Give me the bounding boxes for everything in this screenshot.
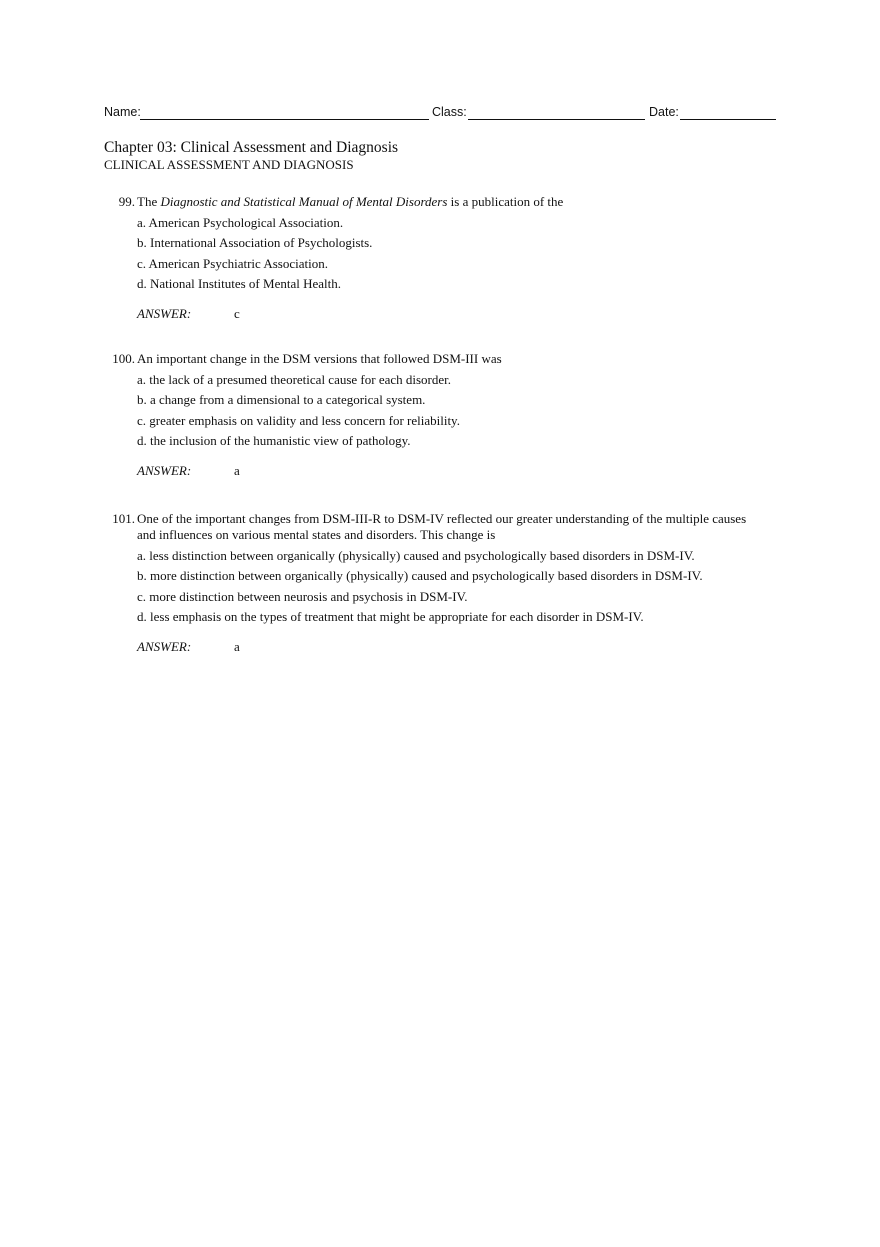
name-field[interactable]	[140, 104, 429, 120]
answer-value: c	[234, 306, 240, 321]
answer-row	[104, 463, 764, 479]
question-stem	[104, 351, 764, 367]
answer-label: ANSWER:	[137, 639, 192, 654]
option-c: c. more distinction between neurosis and psychosis in DSM-IV.	[137, 588, 468, 604]
question-stem	[104, 194, 764, 210]
answer-row	[104, 639, 764, 655]
answer-row	[104, 306, 764, 322]
option-a: a. the lack of a presumed theoretical cause for each disorder.	[137, 371, 452, 387]
chapter-subtitle: CLINICAL ASSESSMENT AND DIAGNOSIS	[104, 157, 354, 172]
answer-value: a	[234, 463, 240, 478]
class-label: Class:	[432, 105, 467, 119]
option-d: d. less emphasis on the types of treatment that might be appropriate for each disorder in DSM-IV.	[137, 609, 644, 624]
question-text	[137, 194, 563, 209]
option-b: b. a change from a dimensional to a categorical system.	[137, 392, 426, 407]
stem-prefix: The	[137, 194, 161, 209]
question-99	[104, 194, 764, 322]
option-a: a. American Psychological Association.	[137, 214, 344, 230]
stem-italic-title: Diagnostic and Statistical Manual of Mental Disorders	[160, 194, 448, 209]
answer-label: ANSWER:	[137, 306, 192, 321]
answer-value: a	[234, 639, 240, 654]
option-c: c. greater emphasis on validity and less concern for reliability.	[137, 412, 460, 428]
question-number: 101.	[112, 511, 135, 526]
option-c: c. American Psychiatric Association.	[137, 255, 328, 271]
option-d: d. the inclusion of the humanistic view of pathology.	[137, 433, 411, 448]
option-d: d. National Institutes of Mental Health.	[137, 276, 341, 291]
date-field[interactable]	[680, 104, 776, 120]
question-101	[104, 511, 764, 655]
stem-suffix: is a publication of the	[447, 194, 564, 209]
question-text: An important change in the DSM versions that followed DSM-III was	[137, 351, 502, 366]
question-number: 99.	[118, 194, 135, 209]
option-b: b. International Association of Psychologists.	[137, 235, 373, 250]
question-text: One of the important changes from DSM-III-R to DSM-IV reflected our greater understanding of the multiple causes and influences on various mental states and disorders. This change is	[137, 511, 747, 542]
question-number: 100.	[112, 351, 135, 366]
class-field[interactable]	[468, 104, 645, 120]
header-row	[104, 104, 776, 122]
question-100	[104, 351, 764, 479]
date-label: Date:	[649, 105, 679, 119]
option-b: b. more distinction between organically (physically) caused and psychologically based disorders in DSM-IV.	[137, 568, 703, 583]
question-stem	[104, 511, 767, 543]
answer-label: ANSWER:	[137, 463, 192, 478]
name-label: Name:	[104, 105, 141, 119]
chapter-title: Chapter 03: Clinical Assessment and Diagnosis	[104, 139, 399, 156]
option-a: a. less distinction between organically (physically) caused and psychologically based disorders in DSM-IV.	[137, 547, 695, 563]
